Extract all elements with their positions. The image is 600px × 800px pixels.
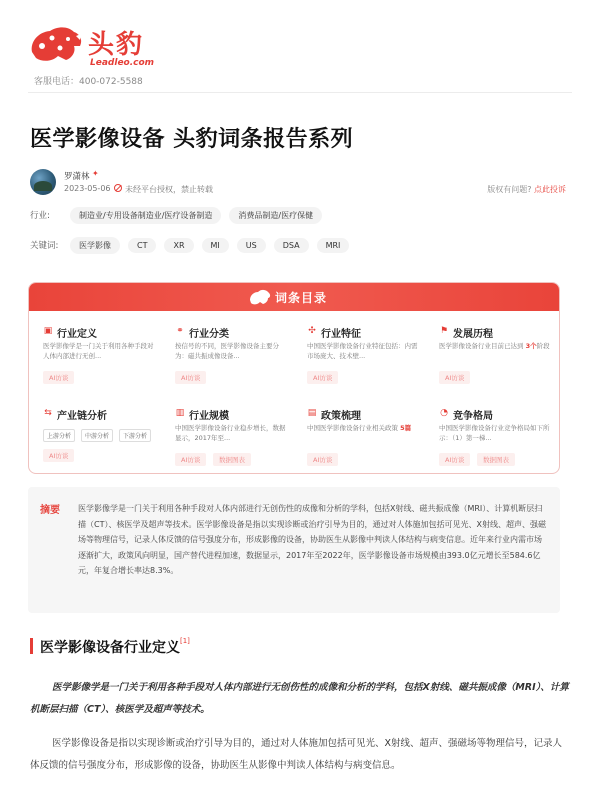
industry-tag[interactable]: 制造业/专用设备制造业/医疗设备制造 [70, 207, 221, 224]
keyword-row [30, 236, 357, 254]
section-title [40, 637, 190, 657]
avatar[interactable] [30, 169, 56, 195]
definition-paragraph: 医学影像学是一门关于利用各种手段对人体内部进行无创伤性的成像和分析的学科，包括X射线、磁共振成像（MRI）、计算机断层扫描（CT）、核医学及超声等技术。 [30, 682, 569, 715]
card-title: 产业链分析 [57, 411, 107, 422]
card-title: 行业规模 [189, 411, 229, 422]
card-title: 行业定义 [57, 329, 97, 340]
section-title-text: 医学影像设备行业定义 [40, 640, 180, 656]
keyword-tag[interactable]: DSA [274, 238, 309, 253]
card-title: 行业特征 [321, 329, 361, 340]
keyword-tag[interactable]: CT [128, 238, 156, 253]
rights-complaint [487, 184, 566, 195]
card-desc: 中国医学影像设备行业稳步增长，数据显示，2017年至... [175, 424, 286, 442]
card-title: 行业分类 [189, 329, 229, 340]
rights-prefix: 版权有问题? [487, 185, 532, 194]
summary-label: 摘要 [40, 505, 60, 516]
chain-icon: ⇆ [44, 408, 52, 418]
brand-name: 头豹 [88, 30, 145, 60]
keyword-label: 关键词: [30, 241, 59, 251]
summary-text: 医学影像学是一门关于利用各种手段对人体内部进行无创伤性的成像和分析的学科，包括X射线、磁共振成像（MRI）、计算机断层扫描（CT）、核医学及超声等技术。医学影像设备是指以实现诊断或治疗引导为目的，通过对人体施加包括可见光、X射线、超声、强磁场等物理信号，记录人体反馈的信号强度分布，形成影像的设备，协助医生从影像中判读人体结构与病变信息。近年来行业内需市场逐渐扩大，政策风向明显，国产替代进程加速，数据显示，2017年至2022年，医学影像设备市场规模由393.0亿元增长至584.6亿元，年复合增长率达8.3%。 [78, 504, 546, 575]
card-desc [439, 341, 551, 351]
toc-card-competition[interactable] [439, 407, 557, 474]
card-title: 政策梳理 [321, 411, 361, 422]
card-desc-text: 阶段 [536, 342, 550, 350]
card-desc: 中国医学影像设备行业竞争格局如下所示：（1）第一梯... [439, 424, 550, 442]
toc-card-scale[interactable] [175, 407, 293, 474]
reference-link[interactable]: [1] [180, 637, 190, 645]
ai-interview-tag[interactable]: AI访谈 [175, 453, 206, 466]
stage-count: 3个 [525, 342, 537, 350]
publish-date: 2023-05-06 [64, 184, 111, 193]
page-title: 医学影像设备 头豹词条报告系列 [30, 127, 354, 152]
complaint-link[interactable]: 点此投诉 [534, 185, 566, 194]
brand-domain[interactable]: Leadleo.com [90, 58, 155, 68]
ai-interview-tag[interactable]: AI访谈 [43, 371, 74, 384]
policy-count: 5篇 [400, 424, 412, 432]
copyright-notice: 未经平台授权，禁止转载 [125, 185, 213, 194]
header-divider [28, 92, 572, 93]
toc-card-definition[interactable] [43, 325, 161, 395]
toc-title: 词条目录 [275, 291, 328, 305]
toc-card-chain[interactable] [43, 407, 161, 474]
scale-icon: ▥ [175, 408, 185, 418]
keyword-tag[interactable]: MRI [317, 238, 350, 253]
device-paragraph: 医学影像设备是指以实现诊断或治疗引导为目的，通过对人体施加包括可见光、X射线、超声、强磁场等物理信号，记录人体反馈的信号强度分布，形成影像的设备，协助医生从影像中判读人体结构与病变信息。 [30, 738, 563, 771]
section-accent-bar [30, 638, 33, 654]
leopard-logo-icon [249, 288, 271, 306]
card-desc [307, 423, 419, 433]
history-icon: ⚑ [439, 326, 449, 336]
author-row [30, 169, 570, 197]
classification-icon: ⚭ [176, 326, 184, 336]
card-desc-text: 中国医学影像设备行业相关政策 [307, 424, 401, 432]
toc-panel [28, 282, 560, 474]
toc-card-policy[interactable] [307, 407, 425, 474]
toc-card-history[interactable] [439, 325, 557, 395]
card-title: 竞争格局 [453, 411, 493, 422]
summary-box [28, 487, 560, 613]
data-chart-tag[interactable]: 数据图表 [477, 453, 515, 466]
keyword-tag[interactable]: XR [164, 238, 193, 253]
keyword-tag[interactable]: 医学影像 [70, 237, 120, 254]
ai-interview-tag[interactable]: AI访谈 [307, 453, 338, 466]
ban-icon [114, 184, 122, 192]
sub-tag-downstream[interactable]: 下游分析 [119, 429, 151, 442]
sub-tag-midstream[interactable]: 中游分析 [81, 429, 113, 442]
card-desc: 医学影像学是一门关于利用各种手段对人体内部进行无创... [43, 342, 154, 360]
industry-label: 行业: [30, 211, 50, 221]
ai-interview-tag[interactable]: AI访谈 [439, 371, 470, 384]
keyword-tag[interactable]: US [237, 238, 266, 253]
keyword-tag[interactable]: MI [202, 238, 229, 253]
service-phone: 客服电话：400-072-5588 [34, 77, 143, 87]
site-header [28, 18, 572, 87]
toc-card-feature[interactable] [307, 325, 425, 395]
card-desc: 按信号的不同，医学影像设备主要分为：磁共振成像设备... [175, 342, 279, 360]
sub-tag-upstream[interactable]: 上游分析 [43, 429, 75, 442]
definition-icon: ▣ [43, 326, 53, 336]
card-desc-text: 医学影像设备行业目前已达到 [439, 342, 526, 350]
author-name[interactable]: 罗潇林 [64, 172, 90, 182]
toc-card-classification[interactable] [175, 325, 293, 395]
ai-interview-tag[interactable]: AI访谈 [175, 371, 206, 384]
competition-icon: ◔ [440, 408, 448, 418]
toc-header [29, 283, 559, 311]
card-desc: 中国医学影像设备行业特征包括：内需市场庞大、技术壁... [307, 342, 418, 360]
data-chart-tag[interactable]: 数据图表 [213, 453, 251, 466]
industry-row [30, 206, 330, 224]
industry-tag[interactable]: 消费品制造/医疗保健 [229, 207, 322, 224]
policy-icon: ▤ [307, 408, 317, 418]
author-badge-icon: ✦ [92, 169, 99, 178]
ai-interview-tag[interactable]: AI访谈 [439, 453, 470, 466]
leopard-logo-icon [28, 22, 84, 66]
ai-interview-tag[interactable]: AI访谈 [307, 371, 338, 384]
card-title: 发展历程 [453, 329, 493, 340]
ai-interview-tag[interactable]: AI访谈 [43, 449, 74, 462]
feature-icon: ✣ [308, 326, 316, 336]
